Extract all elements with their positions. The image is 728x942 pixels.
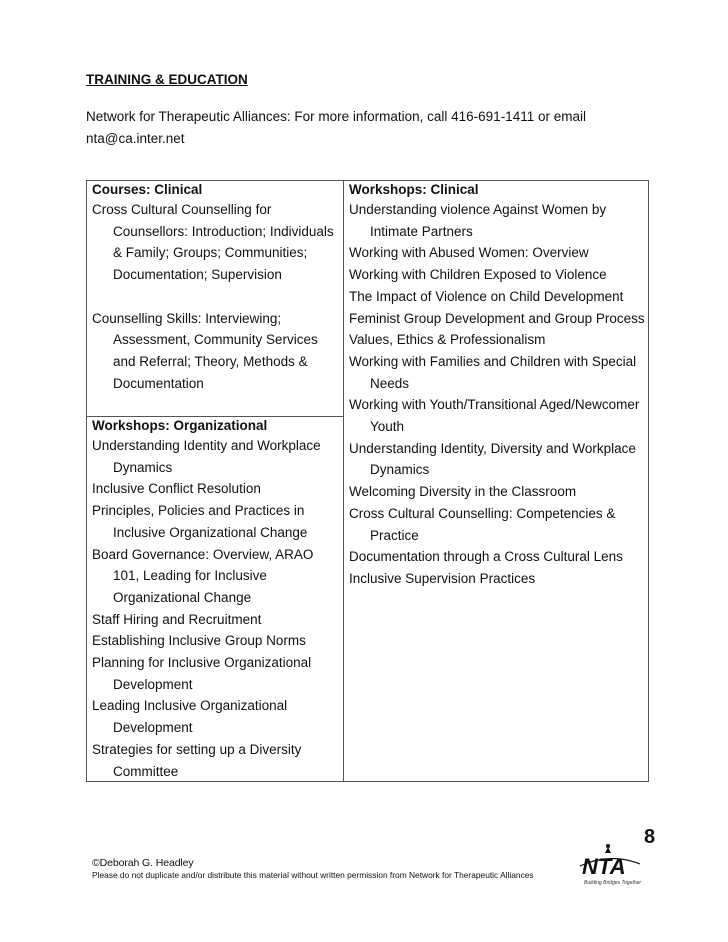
list-item: Strategies for setting up a Diversity Committee (92, 741, 302, 779)
list-item: Welcoming Diversity in the Classroom (349, 484, 577, 500)
list-item: Cross Cultural Counselling: Competencies & Practice (349, 505, 616, 543)
list-item: Inclusive Supervision Practices (349, 570, 536, 586)
table-divider-vertical (343, 181, 344, 781)
list-item: Planning for Inclusive Organizational Development (92, 655, 312, 692)
list-item: Understanding Identity and Workplace Dynamics (92, 438, 321, 475)
copyright-line: ©Deborah G. Headley (92, 857, 194, 869)
workshops-clinical-cell (349, 181, 645, 590)
list-item: The Impact of Violence on Child Development (349, 288, 624, 304)
page-number: 8 (644, 826, 656, 848)
courses-clinical-cell (92, 181, 340, 394)
intro-line-1: Network for Therapeutic Alliances: For more information, call 416-691-1411 or email (86, 109, 586, 124)
list-item: Working with Abused Women: Overview (349, 245, 589, 261)
logo-tagline: Building Bridges Together (584, 880, 642, 886)
intro-paragraph (86, 106, 646, 150)
list-item: Principles, Policies and Practices in Inclusive Organizational Change (92, 503, 308, 540)
list-item: Counselling Skills: Interviewing; Assessment, Community Services and Referral; Theory, Methods & Documentation (92, 310, 318, 391)
section-heading: TRAINING & EDUCATION (86, 72, 248, 87)
list-item: Values, Ethics & Professionalism (349, 332, 546, 348)
list-item: Feminist Group Development and Group Process (349, 310, 645, 326)
list-item: Understanding Identity, Diversity and Workplace Dynamics (349, 440, 636, 478)
list-item: Understanding violence Against Women by Intimate Partners (349, 202, 607, 239)
workshops-organizational-cell (92, 417, 340, 782)
intro-line-2: nta@ca.inter.net (86, 131, 185, 146)
distribution-notice: Please do not duplicate and/or distribute this material without written permission from Network for Therapeutic Alliances (92, 870, 534, 880)
training-table (86, 180, 649, 782)
spacer (92, 286, 340, 308)
list-item: Board Governance: Overview, ARAO 101, Leading for Inclusive Organizational Change (92, 546, 314, 605)
list-item: Inclusive Conflict Resolution (92, 481, 261, 497)
workshops-clinical-title: Workshops: Clinical (349, 182, 479, 197)
list-item: Establishing Inclusive Group Norms (92, 633, 306, 649)
list-item: Leading Inclusive Organizational Development (92, 698, 288, 736)
list-item: Staff Hiring and Recruitment (92, 611, 262, 627)
list-item: Working with Families and Children with Special Needs (349, 353, 637, 391)
workshops-organizational-title: Workshops: Organizational (92, 418, 268, 433)
list-item: Working with Children Exposed to Violence (349, 267, 607, 283)
list-item: Working with Youth/Transitional Aged/Newcomer Youth (349, 397, 640, 435)
list-item: Cross Cultural Counselling for Counsellors: Introduction; Individuals & Family; Groups; Communities; Documentation; Supervision (92, 202, 334, 283)
courses-clinical-title: Courses: Clinical (92, 182, 203, 197)
list-item: Documentation through a Cross Cultural Lens (349, 549, 623, 565)
logo-text: NTA (582, 854, 626, 879)
nta-logo (578, 844, 642, 888)
